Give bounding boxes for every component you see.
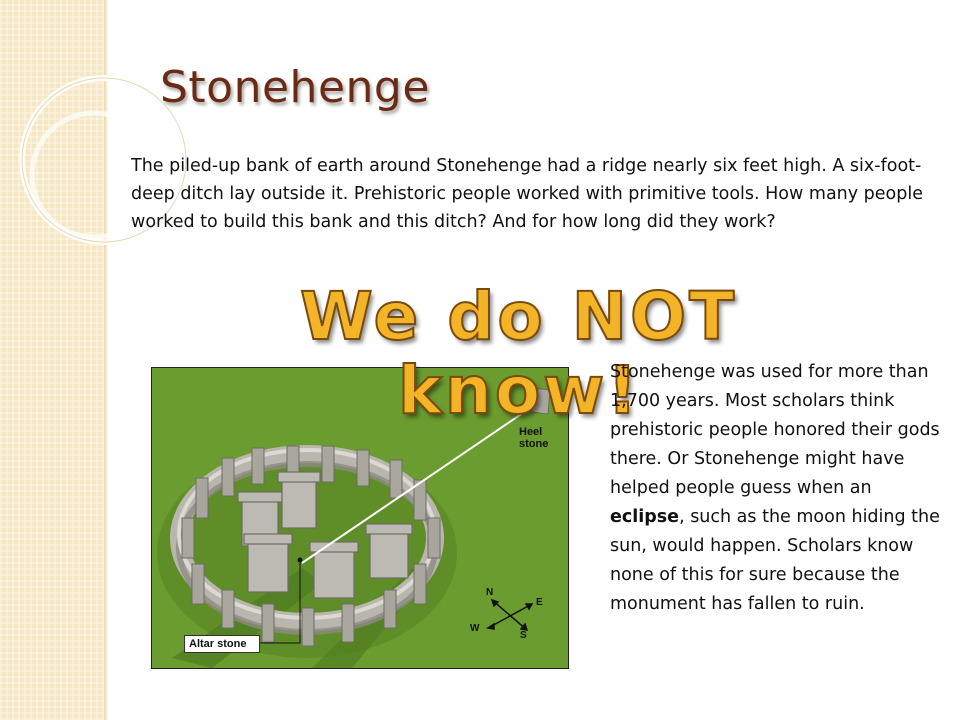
slide-title: Stonehenge: [160, 62, 430, 113]
heel-stone-label: Heel stone: [519, 426, 549, 450]
side-paragraph-part-1: Stonehenge was used for more than 1,700 years. Most scholars think prehistoric people honored their gods there. Or Stonehenge might have helped people guess when an: [610, 362, 940, 498]
compass-south-label: S: [520, 630, 527, 641]
compass-west-label: W: [470, 623, 480, 634]
compass-east-label: E: [536, 597, 543, 608]
headline-line-1: We do NOT: [300, 278, 738, 355]
side-paragraph-part-2: , such as the moon hiding the sun, would happen. Scholars know none of this for sure because the monument has fallen to ruin.: [610, 507, 940, 614]
compass-north-label: N: [486, 587, 494, 598]
altar-stone-label: Altar stone: [184, 635, 260, 653]
side-paragraph: [610, 358, 940, 619]
headline-line-2: know!: [398, 352, 641, 429]
eclipse-emphasis: eclipse: [610, 507, 680, 527]
intro-paragraph: The piled-up bank of earth around Stonehenge had a ridge nearly six feet high. A six-foot-deep ditch lay outside it. Prehistoric people worked with primitive tools. How many people worked to build this bank and this ditch? And for how long did they work?: [131, 156, 923, 232]
